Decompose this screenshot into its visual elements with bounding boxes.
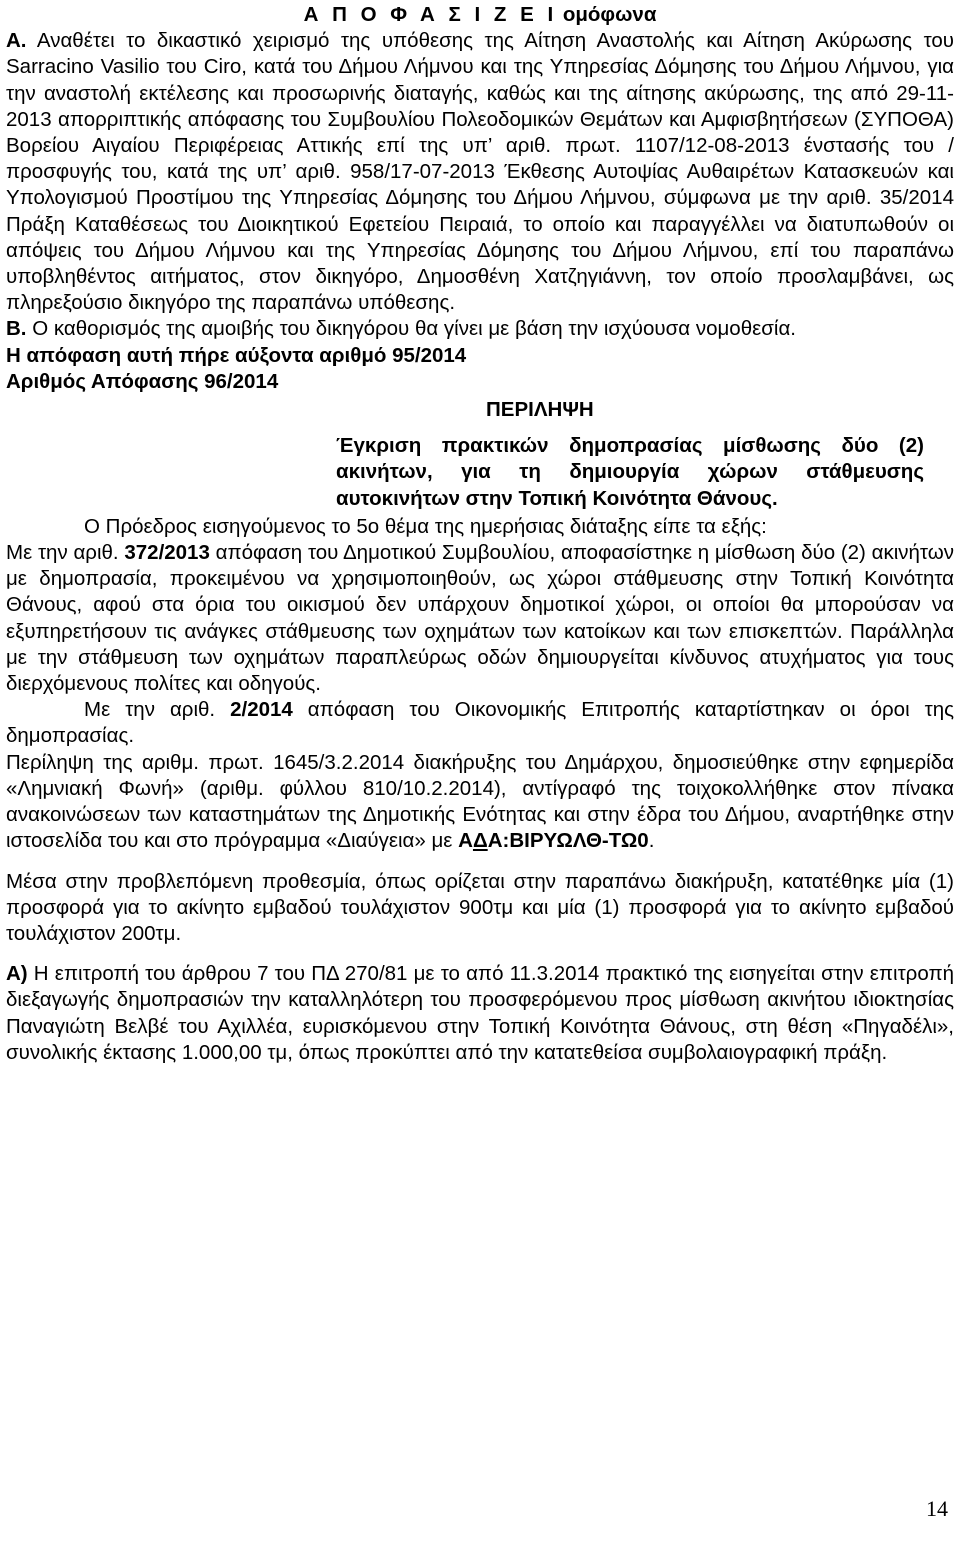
decision-serial-line: Η απόφαση αυτή πήρε αύξοντα αριθμό 95/2014 (6, 343, 467, 367)
body-paragraph-5 (6, 961, 954, 1066)
p3-pre: Περίληψη της αριθμ. πρωτ. 1645/3.2.2014 διακήρυξης του Δημάρχου, δημοσιεύθηκε στην εφημερίδα «Λημνιακή Φωνή» (αριθμ. φύλλου 810/10.2.2014), αντίγραφό της τοιχοκολλήθηκε στον πίνακα ανακοινώσεων των καταστημάτων της Δημοτικής Ενότητας και στην έδρα του Δήμου, αναρτήθηκε στην ιστοσελίδα του και στο πρόγραμμα «Διαύγεια» με (6, 750, 954, 853)
body-paragraph-3 (6, 750, 954, 855)
p3-code (458, 829, 649, 852)
p5-marker: Α) (6, 962, 28, 986)
decision-heading-tail: ομόφωνα (562, 3, 657, 26)
intro-paragraph: Ο Πρόεδρος εισηγούμενος το 5ο θέμα της ημερήσιας διάταξης είπε τα εξής: (84, 514, 767, 538)
p1-pre: Με την αριθ. (6, 541, 125, 565)
body-paragraph-4: Μέσα στην προβλεπόμενη προθεσμία, όπως ορίζεται στην παραπάνω διακήρυξη, κατατέθηκε μία (1) προσφορά για το ακίνητο εμβαδού τουλάχιστον 900τμ και μία (1) προσφορά για το ακίνητο εμβαδού τουλάχιστον 200τμ. (6, 869, 954, 945)
p2-decision-number: 2/2014 (230, 698, 293, 722)
p3-code-a: Α (458, 829, 473, 853)
body-paragraph-2 (6, 697, 954, 749)
section-a-paragraph (6, 28, 954, 316)
decision-number-line: Αριθμός Απόφασης 96/2014 (6, 369, 279, 393)
p1-post: απόφαση του Δημοτικού Συμβουλίου, αποφασίστηκε η μίσθωση δύο (2) ακινήτων με δημοπρασία, προκειμένου να χρησιμοποιηθούν, ως χώροι στάθμευσης στην Τοπική Κοινότητα Θάνους, αφού στα όρια του οικισμού δεν υπάρχουν δημοτικοί χώροι, οι οποίοι θα μπορούσαν να εξυπηρετήσουν τις ανάγκες στάθμευσης των οχημάτων των κατοίκων και των επισκεπτών. Παράλληλα με την στάθμευση των οχημάτων παραπλεύρως οδών δημιουργείται κίνδυνος ατυχήματος για τους διερχόμενους πολίτες και οδηγούς. (6, 541, 954, 696)
document-page (6, 0, 954, 1066)
section-a-marker: Α. (6, 29, 27, 53)
p2-post: απόφαση του Οικονομικής Επιτροπής καταρτίστηκαν οι όροι της δημοπρασίας. (6, 698, 954, 748)
summary-heading: ΠΕΡΙΛΗΨΗ (486, 398, 594, 422)
body-paragraph-1 (6, 540, 954, 697)
section-b-text: Ο καθορισμός της αμοιβής του δικηγόρου θα γίνει με βάση την ισχύουσα νομοθεσία. (32, 317, 796, 341)
page-number: 14 (926, 1496, 948, 1521)
spacer (6, 947, 954, 961)
p3-code-b: Δ (472, 829, 488, 853)
p5-text: Η επιτροπή του άρθρου 7 του ΠΔ 270/81 με το από 11.3.2014 πρακτικό της εισηγείται στην επιτροπή διεξαγωγής δημοπρασιών την καταλληλότερη του προσφερόμενου προς μίσθωση ακινήτου ιδιοκτησίας Παναγιώτη Βελβέ του Αχιλλέα, ευρισκόμενου στην Τοπική Κοινότητα Θάνους, στη θέση «Πηγαδέλι», συνολικής έκτασης 1.000,00 τμ, όπως προκύπτει από την κατατεθείσα συμβολαιογραφική πράξη. (6, 962, 954, 1064)
section-b-marker: Β. (6, 317, 27, 341)
decision-heading (6, 2, 954, 28)
p3-code-c: Α:ΒΙΡΥΩΛΘ-ΤΩ0 (487, 829, 649, 853)
summary-text: Έγκριση πρακτικών δημοπρασίας μίσθωσης δύο (2) ακινήτων, για τη δημιουργία χώρων στάθμευσης αυτοκινήτων στην Τοπική Κοινότητα Θάνους. (336, 434, 924, 510)
p1-decision-number: 372/2013 (124, 541, 210, 565)
decision-heading-title: Α Π Ο Φ Α Σ Ι Ζ Ε Ι (303, 3, 558, 26)
p3-end: . (648, 829, 655, 853)
section-b-paragraph (6, 316, 954, 342)
spacer (6, 855, 954, 869)
section-a-text: Αναθέτει το δικαστικό χειρισμό της υπόθεσης της Αίτηση Αναστολής και Αίτηση Ακύρωσης του Sarracino Vasilio του Ciro, κατά του Δήμου Λήμνου και της Υπηρεσίας Δόμησης του Δήμου Λήμνου, για την αναστολή εκτέλεσης και προσωρινής διαταγής, καθώς και της αίτησης ακύρωσης, της από 29-11-2013 απορριπτικής απόφασης του Συμβουλίου Πολεοδομικών Θεμάτων και Αμφισβητήσεων (ΣΥΠΟΘΑ) Βορείου Αιγαίου Περιφέρειας Αττικής επί της υπ’ αριθ. πρωτ. 1107/12-08-2013 ένστασής του / προσφυγής του, κατά της υπ’ αριθ. 958/17-07-2013 Έκθεσης Αυτοψίας Αυθαιρέτων Κατασκευών και Υπολογισμού Προστίμου της Υπηρεσίας Δόμησης του Δήμου Λήμνου, σύμφωνα με την αριθ. 35/2014 Πράξη Καταθέσεως του Διοικητικού Εφετείου Πειραιά, το οποίο και παραγγέλλει να διατυπωθούν οι απόψεις του Δήμου Λήμνου και της Υπηρεσίας Δόμησης του Δήμου Λήμνου, επί του παραπάνω υποβληθέντος αιτήματος, στον δικηγόρο, Δημοσθένη Χατζηγιάννη, τον οποίο προσλαμβάνει, ως πληρεξούσιο δικηγόρο της παραπάνω υπόθεσης. (6, 29, 954, 315)
p2-pre: Με την αριθ. (84, 698, 231, 722)
